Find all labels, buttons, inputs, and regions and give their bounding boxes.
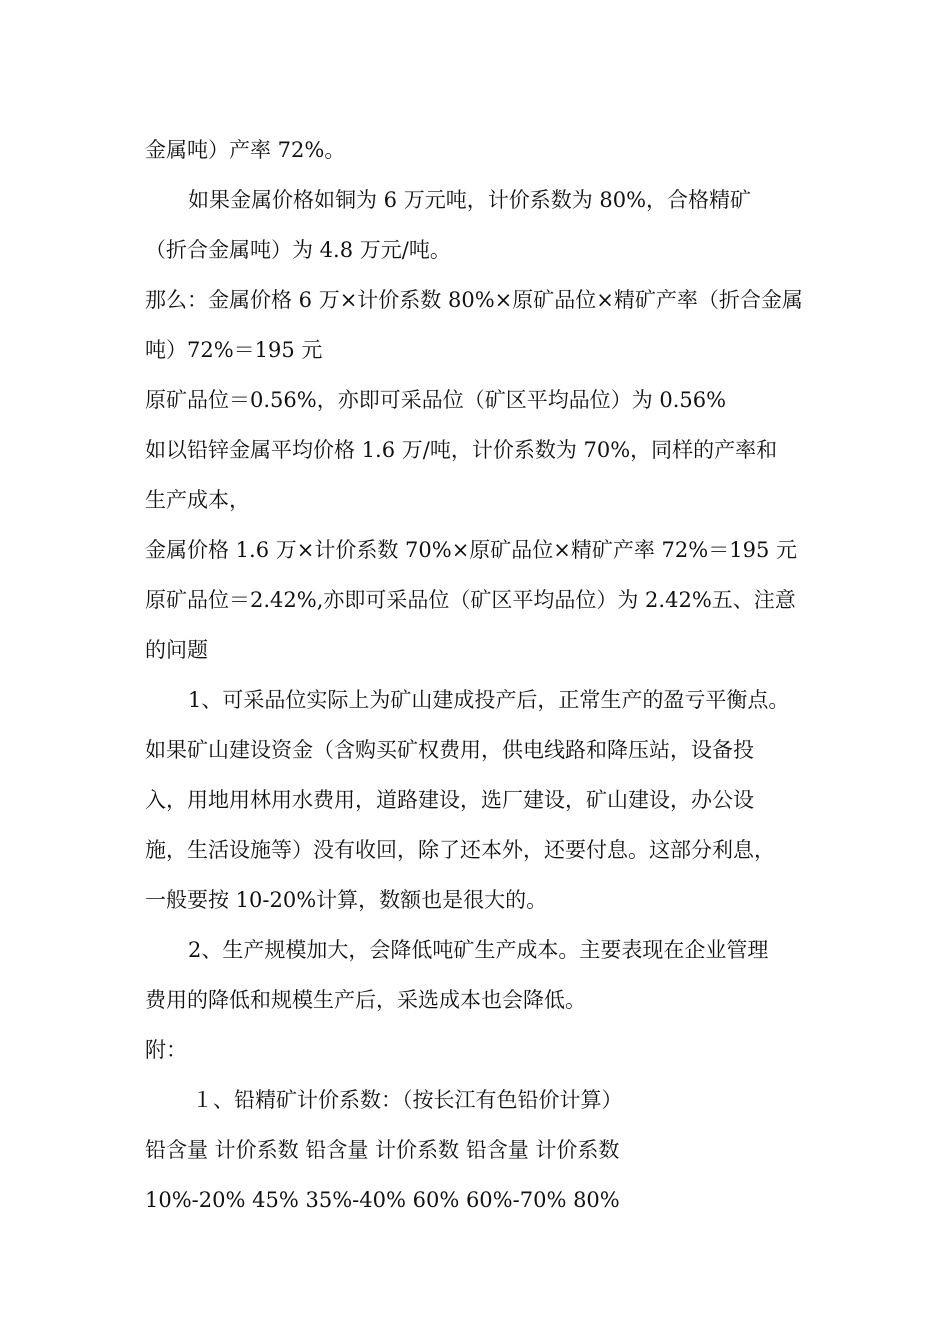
issue-1: 1、可采品位实际上为矿山建成投产后，正常生产的盈亏平衡点。 [188, 688, 790, 712]
text-line: 入，用地用林用水费用，道路建设，选厂建设，矿山建设，办公设 [145, 788, 754, 812]
appendix-item-1: １、铅精矿计价系数：（按长江有色铅价计算） [192, 1088, 623, 1112]
text-line: 一般要按 10-20%计算，数额也是很大的。 [145, 888, 548, 912]
paragraph-copper-price: 如果金属价格如铜为 6 万元吨，计价系数为 80%，合格精矿 [188, 188, 752, 212]
text-line: 如果矿山建设资金（含购买矿权费用，供电线路和降压站，设备投 [145, 738, 754, 762]
appendix-heading: 附： [145, 1038, 187, 1062]
text-line: （折合金属吨）为 4.8 万元/吨。 [145, 238, 451, 262]
grade-result-copper: 原矿品位＝0.56%，亦即可采品位（矿区平均品位）为 0.56% [145, 388, 727, 412]
section-heading-issues: 的问题 [145, 638, 208, 662]
text-line: 吨）72%＝195 元 [145, 338, 323, 362]
text-line: 金属吨）产率 72%。 [145, 138, 346, 162]
text-line: 费用的降低和规模生产后，采选成本也会降低。 [145, 988, 586, 1012]
text-line: 生产成本， [145, 488, 250, 512]
table-data-row: 10%-20% 45% 35%-40% 60% 60%-70% 80% [145, 1188, 620, 1212]
paragraph-lead-zinc: 如以铅锌金属平均价格 1.6 万/吨，计价系数为 70%，同样的产率和 [145, 438, 778, 462]
table-header-row: 铅含量 计价系数 铅含量 计价系数 铅含量 计价系数 [145, 1138, 620, 1162]
text-line: 施，生活设施等）没有收回，除了还本外，还要付息。这部分利息， [145, 838, 775, 862]
formula-lead-zinc: 金属价格 1.6 万×计价系数 70%×原矿品位×精矿产率 72%＝195 元 [145, 538, 797, 562]
issue-2: 2、生产规模加大，会降低吨矿生产成本。主要表现在企业管理 [188, 938, 769, 962]
formula-copper: 那么：金属价格 6 万×计价系数 80%×原矿品位×精矿产率（折合金属 [145, 288, 803, 312]
grade-result-lead-zinc: 原矿品位＝2.42%,亦即可采品位（矿区平均品位）为 2.42%五、注意 [145, 588, 796, 612]
